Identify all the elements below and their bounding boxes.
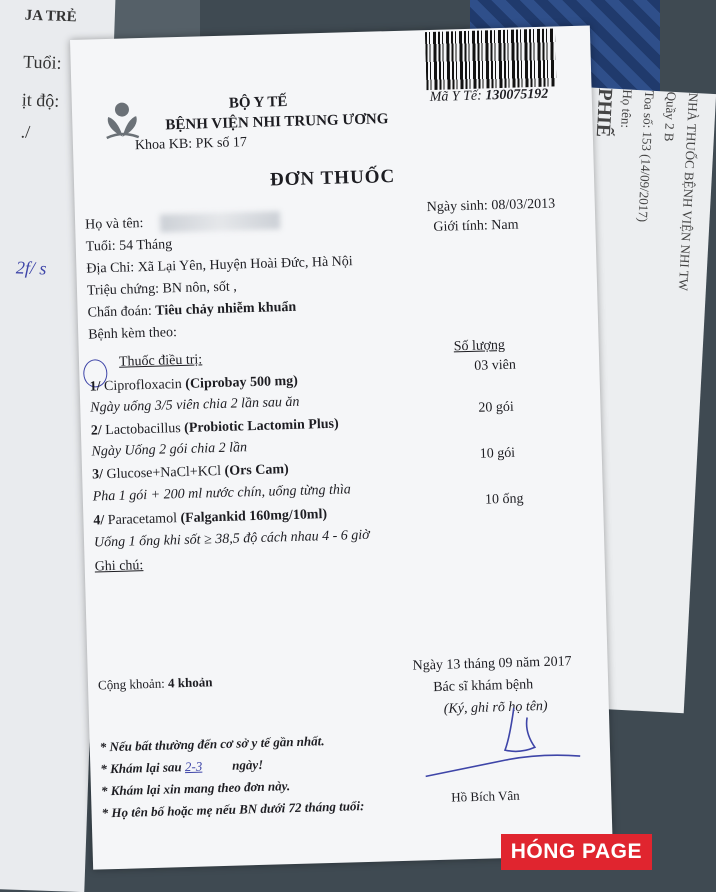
- medicine-line: [92, 462, 289, 483]
- prescription-number: Toa số: 153 (14/09/2017): [635, 90, 658, 223]
- medicine-usage: Ngày Uống 2 gói chia 2 lần: [91, 440, 248, 460]
- footer-note: * Họ tên bố hoặc mẹ nếu BN dưới 72 tháng tuổi:: [101, 798, 365, 821]
- treatment-header: Thuốc điều trị:: [118, 352, 203, 370]
- medical-code-label: Mã Y Tế:: [429, 88, 483, 105]
- footer-note: * Khám lại xin mang theo đơn này.: [100, 778, 291, 799]
- medicine-quantity: 20 gói: [478, 399, 515, 416]
- comorbidity-label: Bệnh kèm theo:: [88, 325, 178, 343]
- medicine-quantity: 10 ống: [484, 491, 524, 508]
- date-of-birth: Ngày sinh: 08/03/2013: [426, 196, 556, 216]
- right-sheet-text: [584, 88, 704, 292]
- medicine-brand: (Ors Cam): [224, 462, 289, 479]
- medicine-quantity: 10 gói: [479, 445, 516, 462]
- pharmacy-name: NHÀ THUỐC BỆNH VIỆN NHI TW: [675, 92, 702, 292]
- medicine-quantity: 03 viên: [474, 357, 517, 374]
- watermark-badge: HÓNG PAGE: [501, 834, 652, 870]
- total-value: 4 khoản: [167, 674, 213, 691]
- medicine-line: [91, 417, 339, 440]
- patient-age: Tuổi: 54 Tháng: [85, 237, 173, 255]
- diagnosis-value: Tiêu chảy nhiễm khuẩn: [155, 299, 297, 319]
- medicine-index: 4/: [93, 513, 105, 529]
- issue-date: Ngày 13 tháng 09 năm 2017: [412, 654, 572, 674]
- footer-note: * Nếu bất thường đến cơ sở y tế gần nhất.: [99, 733, 325, 755]
- document-title: ĐƠN THUỐC: [269, 165, 396, 191]
- counter-number: Quầy 2 B: [661, 91, 680, 142]
- medicine-generic: Glucose+NaCl+KCl: [106, 463, 222, 483]
- total-label: Cộng khoản:: [97, 675, 166, 693]
- patient-name-label: Họ và tên:: [84, 216, 144, 233]
- department-name: Khoa KB: PK số 17: [134, 135, 248, 154]
- patient-address: Địa Chỉ: Xã Lại Yên, Huyện Hoài Đức, Hà Nội: [86, 254, 353, 277]
- left-sheet-text: ./: [20, 121, 31, 142]
- patient-diagnosis: [87, 300, 296, 322]
- medicine-usage: Pha 1 gói + 200 ml nước chín, uống từng thìa: [92, 482, 352, 505]
- medicine-brand: (Falgankid 160mg/10ml): [180, 507, 328, 527]
- left-sheet-text: 2f/ s: [15, 257, 47, 279]
- medicine-usage: Uống 1 ống khi sốt ≥ 38,5 độ cách nhau 4 - 6 giờ: [93, 527, 370, 551]
- footer-note: [100, 757, 263, 778]
- doctor-signature-icon: [328, 686, 591, 803]
- hospital-logo-icon: [102, 100, 143, 141]
- medical-code: [430, 87, 549, 106]
- medicine-generic: Paracetamol: [107, 511, 178, 529]
- medical-code-value: 130075192: [485, 86, 549, 104]
- total-items: [98, 674, 213, 693]
- prescription-paper: [70, 25, 613, 869]
- revisit-prefix: * Khám lại sau: [100, 759, 182, 777]
- medicine-index: 2/: [90, 423, 103, 439]
- name-label: Họ tên:: [618, 89, 636, 129]
- revisit-days: 2-3: [184, 758, 203, 775]
- hospital-name: BỆNH VIỆN NHI TRUNG ƯƠNG: [165, 111, 389, 134]
- quantity-header: Số lượng: [453, 337, 506, 355]
- signature-instruction: (Ký, ghi rõ họ tên): [443, 698, 548, 717]
- medicine-usage: Ngày uống 3/5 viên chia 2 lần sau ăn: [90, 394, 300, 416]
- barcode: [425, 28, 557, 90]
- doctor-name: Hồ Bích Vân: [451, 787, 520, 805]
- medicine-brand: (Ciprobay 500 mg): [185, 373, 299, 392]
- ministry-name: BỘ Y TẾ: [228, 93, 288, 112]
- notes-label: Ghi chú:: [94, 558, 144, 575]
- doctor-role: Bác sĩ khám bệnh: [433, 677, 534, 696]
- left-sheet-text: Tuổi:: [22, 51, 62, 73]
- medicine-index: 1/: [89, 379, 101, 395]
- medicine-generic: Lactobacillus: [105, 421, 181, 439]
- medicine-line: [89, 374, 298, 396]
- redacted-name: [160, 211, 280, 232]
- medicine-brand: (Probiotic Lactomin Plus): [183, 416, 339, 436]
- left-sheet-text: ịt độ:: [21, 89, 60, 111]
- patient-symptoms: Triệu chứng: BN nôn, sốt ,: [86, 279, 237, 299]
- left-sheet-text: JA TRẺ: [24, 7, 77, 26]
- medicine-index: 3/: [91, 467, 104, 483]
- medicine-line: [93, 507, 327, 530]
- gender: Giới tính: Nam: [433, 217, 519, 235]
- diagnosis-label: Chẩn đoán:: [87, 303, 152, 321]
- revisit-suffix: ngày!: [231, 756, 264, 773]
- slip-label: PHIẾ: [591, 87, 617, 138]
- medicine-generic: Ciprofloxacin: [103, 377, 183, 395]
